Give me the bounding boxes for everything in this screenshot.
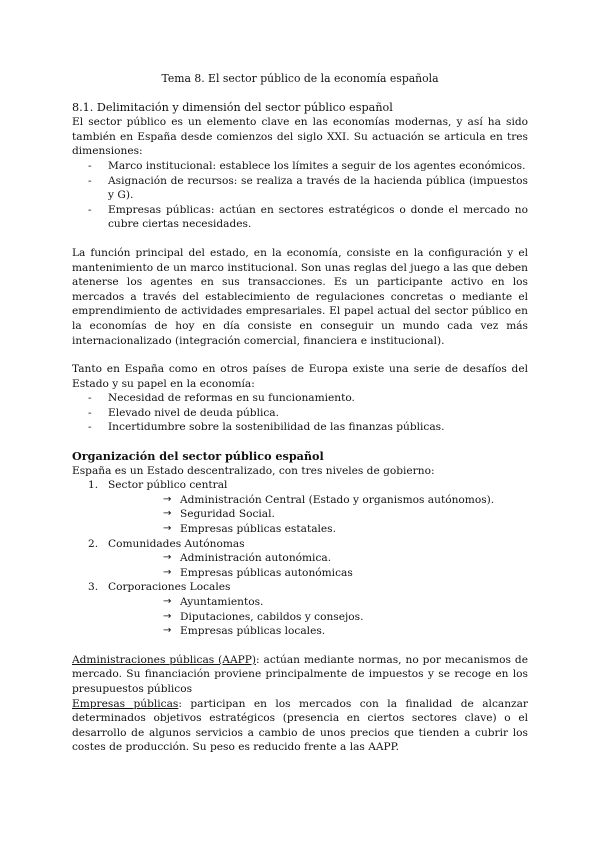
list-item: - Incertidumbre sobre la sostenibilidad de las finanzas públicas. xyxy=(108,420,528,435)
list-item xyxy=(72,580,528,638)
list-item xyxy=(72,478,528,536)
intro-paragraph: El sector público es un elemento clave en las economías modernas, y así ha sido también en España desde comienzos del siglo XXI. Su actuación se articula en tres dimensiones: xyxy=(72,116,528,158)
list-item: → Diputaciones, cabildos y consejos. xyxy=(180,610,528,625)
list-item: → Administración autonómica. xyxy=(180,551,528,566)
intro-paragraph: España es un Estado descentralizado, con tres niveles de gobierno: xyxy=(72,464,435,477)
list-item: → Empresas públicas estatales. xyxy=(180,522,528,537)
list-item: - Elevado nivel de deuda pública. xyxy=(108,406,528,421)
list-item: - Asignación de recursos: se realiza a través de la hacienda pública (impuestos y G). xyxy=(108,174,528,203)
list-item: - Empresas públicas: actúan en sectores estratégicos o donde el mercado no cubre ciertas necesidades. xyxy=(108,203,528,232)
list-item: → Seguridad Social. xyxy=(180,507,528,522)
list-item: → Ayuntamientos. xyxy=(180,595,528,610)
empresas-definition xyxy=(72,697,528,755)
government-levels-list xyxy=(72,478,528,639)
level-name: Comunidades Autónomas xyxy=(108,537,245,550)
section-heading: 8.1. Delimitación y dimensión del sector público español xyxy=(72,100,393,114)
sub-list xyxy=(108,493,528,537)
aapp-definition xyxy=(72,653,528,697)
document-page xyxy=(72,72,528,755)
sub-list xyxy=(108,551,528,580)
paragraph: Tanto en España como en otros países de Europa existe una serie de desafíos del Estado y su papel en la economía: xyxy=(72,363,528,390)
level-name: Sector público central xyxy=(108,479,228,492)
list-number: 1. xyxy=(88,479,99,492)
list-number: 3. xyxy=(88,581,99,594)
list-number: 2. xyxy=(88,537,99,550)
list-item: - Marco institucional: establece los límites a seguir de los agentes económicos. xyxy=(108,159,528,174)
dimensions-list xyxy=(72,159,528,232)
empresas-text: : participan en los mercados con la finalidad de alcanzar determinados objetivos estratégicos (presencia en ciertos sectores clave) o el desarrollo de algunos servicios a cambio de unos precios que tienden a cubrir los costes de producción. Su peso es reducido frente a las AAPP. xyxy=(72,697,528,754)
section-heading: Organización del sector público español xyxy=(72,449,324,464)
empresas-term: Empresas públicas xyxy=(72,697,179,710)
aapp-term: Administraciones públicas (AAPP) xyxy=(72,653,256,666)
list-item: → Empresas públicas autonómicas xyxy=(180,566,528,581)
aapp-text: : actúan mediante normas, no por mecanismos de mercado. Su financiación proviene principalmente de impuestos y se recoge en los presupuestos públicos xyxy=(72,653,528,695)
list-item: → Administración Central (Estado y organismos autónomos). xyxy=(180,493,528,508)
level-name: Corporaciones Locales xyxy=(108,581,231,594)
list-item: → Empresas públicas locales. xyxy=(180,624,528,639)
challenges-list xyxy=(72,391,528,435)
sub-list xyxy=(108,595,528,639)
page-title: Tema 8. El sector público de la economía española xyxy=(161,72,439,85)
paragraph: La función principal del estado, en la economía, consiste en la configuración y el mantenimiento de un marco institucional. Son unas reglas del juego a las que deben atenerse los agentes en sus transacciones. Es un participante activo en los mercados a través del establecimiento de regulaciones concretas o mediante el emprendimiento de actividades empresariales. El papel actual del sector público en la economías de hoy en día consiste en conseguir un mundo cada vez más internacionalizado (integración comercial, financiera e institucional). xyxy=(72,246,528,347)
list-item xyxy=(72,537,528,581)
list-item: - Necesidad de reformas en su funcionamiento. xyxy=(108,391,528,406)
